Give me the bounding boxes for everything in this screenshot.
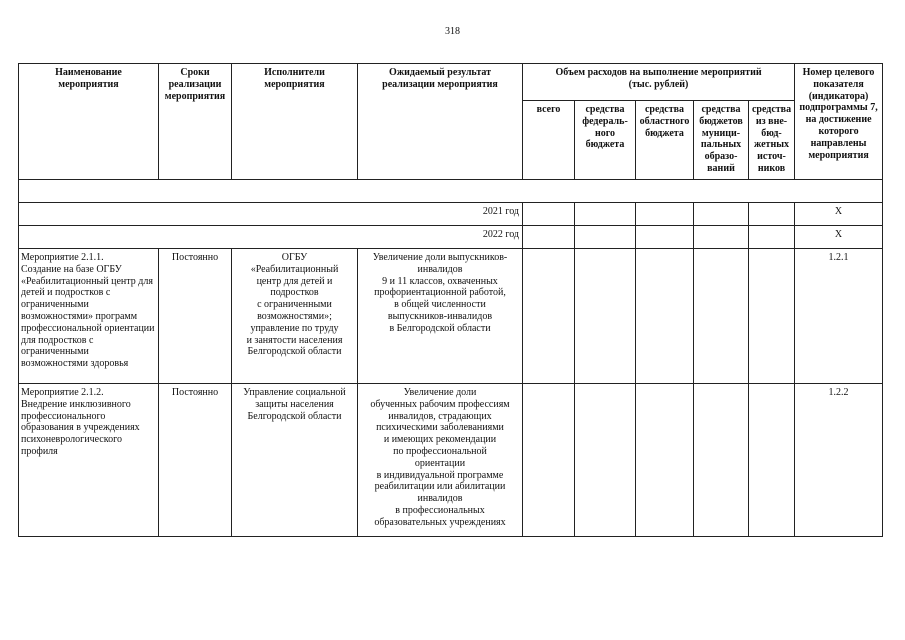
activity-name: Мероприятие 2.1.2. Внедрение инклюзивного профессионального образования в учреждениях психоневрологического профиля — [19, 384, 159, 537]
header-result: Ожидаемый результат реализации мероприятия — [358, 64, 523, 180]
cost-cell — [523, 203, 575, 226]
activity-result: Увеличение доли обученных рабочим профессиям инвалидов, страдающих психическими заболеваниями и имеющих рекомендации по профессиональной ориентации в индивидуальной программе реабилитации или абилитации инвалидов в профессиональных образовательных учреждениях — [358, 384, 523, 537]
indicator-cell: X — [795, 203, 883, 226]
header-indicator: Номер целевого показателя (индикатора) подпрограммы 7, на достижение которого направлены мероприятия — [795, 64, 883, 180]
header-costs: Объем расходов на выполнение мероприятий (тыс. рублей) — [523, 64, 795, 101]
activity-term: Постоянно — [159, 249, 232, 384]
indicator-cell: 1.2.1 — [795, 249, 883, 384]
cost-cell — [523, 384, 575, 537]
cost-cell — [694, 203, 749, 226]
cost-cell — [636, 384, 694, 537]
header-row-1 — [19, 64, 883, 101]
cost-cell — [749, 384, 795, 537]
spacer-row — [19, 180, 883, 203]
header-regional: средства областного бюджета — [636, 101, 694, 180]
activity-row-2-1-1 — [19, 249, 883, 384]
cost-cell — [575, 384, 636, 537]
cost-cell — [636, 226, 694, 249]
year-label: 2022 год — [19, 226, 523, 249]
activity-term: Постоянно — [159, 384, 232, 537]
cost-cell — [694, 384, 749, 537]
year-row-2022 — [19, 226, 883, 249]
activity-result: Увеличение доли выпускников- инвалидов 9 и 11 классов, охваченных профориентационной работой, в общей численности выпускников-инвалидов в Белгородской области — [358, 249, 523, 384]
header-federal: средства федераль- ного бюджета — [575, 101, 636, 180]
cost-cell — [749, 203, 795, 226]
spacer-cell — [19, 180, 883, 203]
activity-name: Мероприятие 2.1.1. Создание на базе ОГБУ «Реабилитационный центр для детей и подростков с ограниченными возможностями» программ профессиональной ориентации для подростков с ограниченными возможностями здоровья — [19, 249, 159, 384]
activity-executor: Управление социальной защиты населения Белгородской области — [232, 384, 358, 537]
year-row-2021 — [19, 203, 883, 226]
indicator-cell: 1.2.2 — [795, 384, 883, 537]
header-total: всего — [523, 101, 575, 180]
header-terms: Сроки реализации мероприятия — [159, 64, 232, 180]
year-label: 2021 год — [19, 203, 523, 226]
cost-cell — [749, 249, 795, 384]
header-extra: средства из вне- бюд- жетных источ- ников — [749, 101, 795, 180]
header-municipal: средства бюджетов муници- пальных образо- ваний — [694, 101, 749, 180]
indicator-cell: X — [795, 226, 883, 249]
header-name: Наименование мероприятия — [19, 64, 159, 180]
header-executors: Исполнители мероприятия — [232, 64, 358, 180]
cost-cell — [636, 249, 694, 384]
cost-cell — [523, 226, 575, 249]
page-number: 318 — [445, 26, 460, 37]
cost-cell — [694, 226, 749, 249]
cost-cell — [749, 226, 795, 249]
cost-cell — [575, 203, 636, 226]
activities-table — [18, 63, 883, 537]
cost-cell — [694, 249, 749, 384]
cost-cell — [575, 249, 636, 384]
activity-row-2-1-2 — [19, 384, 883, 537]
cost-cell — [523, 249, 575, 384]
cost-cell — [636, 203, 694, 226]
activity-executor: ОГБУ «Реабилитационный центр для детей и подростков с ограниченными возможностями»; управление по труду и занятости населения Белгородской области — [232, 249, 358, 384]
cost-cell — [575, 226, 636, 249]
